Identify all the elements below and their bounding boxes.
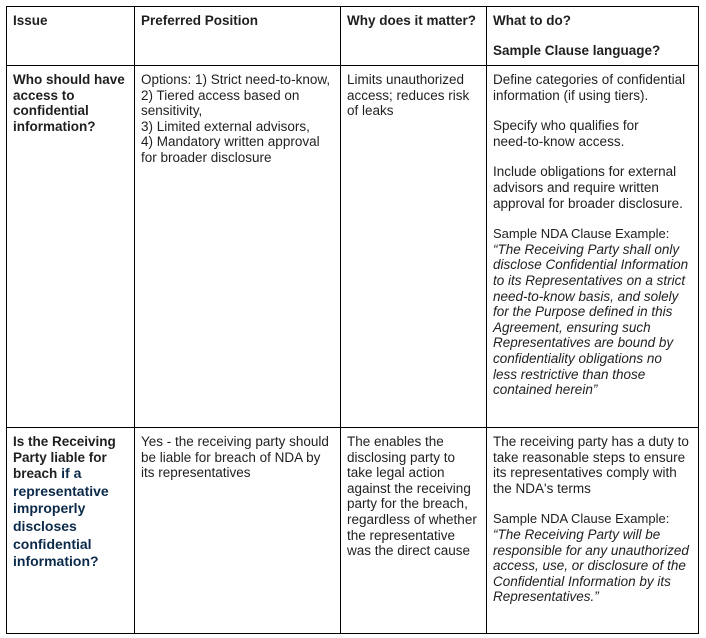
preferred-line: 4) Mandatory written approval [141,134,320,150]
preferred-line: Options: 1) Strict need-to-know, [141,72,331,87]
why-line: regardless of whether [347,511,477,527]
preferred-cell [135,428,341,634]
clause-line: to its Representatives on a strict [493,272,686,288]
todo-paragraph [493,434,693,496]
header-preferred-label: Preferred Position [141,13,259,28]
issue-line: Party liable for [13,449,107,465]
preferred-line: for broader disclosure [141,149,272,165]
issue-cell [7,428,135,634]
clause-line: Confidential Information by its [493,573,671,589]
table-row [7,428,699,634]
issue-text [13,434,129,483]
issue-cell [7,66,135,428]
clause-line: “The Receiving Party will be [493,526,661,542]
why-cell [341,66,487,428]
clause-line: disclose Confidential Information [493,257,689,273]
todo-line: Specify who qualifies for [493,118,639,134]
header-why [341,7,487,66]
why-line: The enables the [347,434,444,449]
issue-line: information? [13,118,96,134]
clause-line: Representatives.” [493,589,599,605]
todo-line: Define categories of confidential [493,72,686,87]
header-sample-clause-label: Sample Clause language? [493,42,661,58]
todo-line: advisors and require written [493,179,659,195]
why-line: take legal action [347,465,445,481]
why-line: party for the breach, [347,496,468,512]
clause-line: Representatives are bound by [493,335,674,351]
todo-paragraph [493,164,693,211]
todo-paragraph [493,72,693,103]
issue-emphasis: if a [57,465,82,482]
clause-line: contained herein” [493,382,598,398]
why-line: of leaks [347,103,394,119]
clause-line: for the Purpose defined in this [493,304,673,320]
why-line: access; reduces risk [347,87,470,103]
header-why-label: Why does it matter? [347,13,477,28]
todo-line: the NDA's terms [493,480,591,496]
clause-line: less restrictive than those [493,366,646,382]
header-row [7,7,699,66]
preferred-line: sensitivity, [141,103,203,119]
issue-line: Who should have [13,72,125,87]
header-what-label: What to do? [493,13,571,28]
nda-issues-table [6,6,699,634]
issue-line: access to [13,87,75,103]
sample-clause-block [493,226,693,398]
todo-line: Include obligations for external [493,164,677,180]
clause-line: responsible for any unauthorized [493,542,689,558]
header-what [487,7,699,66]
header-issue [7,7,135,66]
sample-clause-text [493,242,693,398]
clause-line: confidentiality obligations no [493,350,662,366]
preferred-line: Yes - the receiving party should [141,434,329,449]
issue-line: confidential [13,535,92,552]
sample-clause-label: Sample NDA Clause Example: [493,511,670,527]
clause-line: need-to-know basis, and solely [493,288,679,304]
clause-line: Agreement, ensuring such [493,319,651,335]
preferred-line: be liable for breach of NDA by [141,449,321,465]
why-line: the representative [347,527,456,543]
issue-line: representative [13,482,109,499]
todo-line: approval for broader disclosure. [493,195,683,211]
issue-line: improperly [13,500,86,517]
issue-text [13,72,129,134]
issue-line: discloses [13,517,77,534]
preferred-line: 3) Limited external advisors, [141,118,310,134]
why-line: was the direct cause [347,543,471,559]
todo-paragraph [493,118,693,149]
issue-line [13,465,129,483]
issue-word-breach: breach [13,466,58,482]
header-preferred [135,7,341,66]
why-line: Limits unauthorized [347,72,465,87]
sample-clause-label: Sample NDA Clause Example: [493,226,670,242]
issue-line: confidential [13,103,89,119]
why-line: disclosing party to [347,449,456,465]
preferred-line: 2) Tiered access based on [141,87,300,103]
clause-line: “The Receiving Party shall only [493,241,680,257]
todo-line: take reasonable steps to ensure [493,449,686,465]
why-cell [341,428,487,634]
header-issue-label: Issue [13,13,48,28]
sample-clause-block [493,511,693,605]
todo-line: need-to-know access. [493,133,625,149]
preferred-cell [135,66,341,428]
todo-line: The receiving party has a duty to [493,434,689,449]
why-line: against the receiving [347,480,471,496]
clause-line: access, use, or disclosure of the [493,558,686,574]
preferred-line: its representatives [141,465,251,481]
issue-emphasis-text [13,483,129,571]
table-row [7,66,699,428]
todo-cell [487,428,699,634]
todo-cell [487,66,699,428]
issue-line: information? [13,553,99,570]
issue-line: Is the Receiving [13,434,116,449]
sample-clause-text [493,527,693,605]
todo-line: information (if using tiers). [493,87,649,103]
todo-line: its representatives comply with [493,465,677,481]
